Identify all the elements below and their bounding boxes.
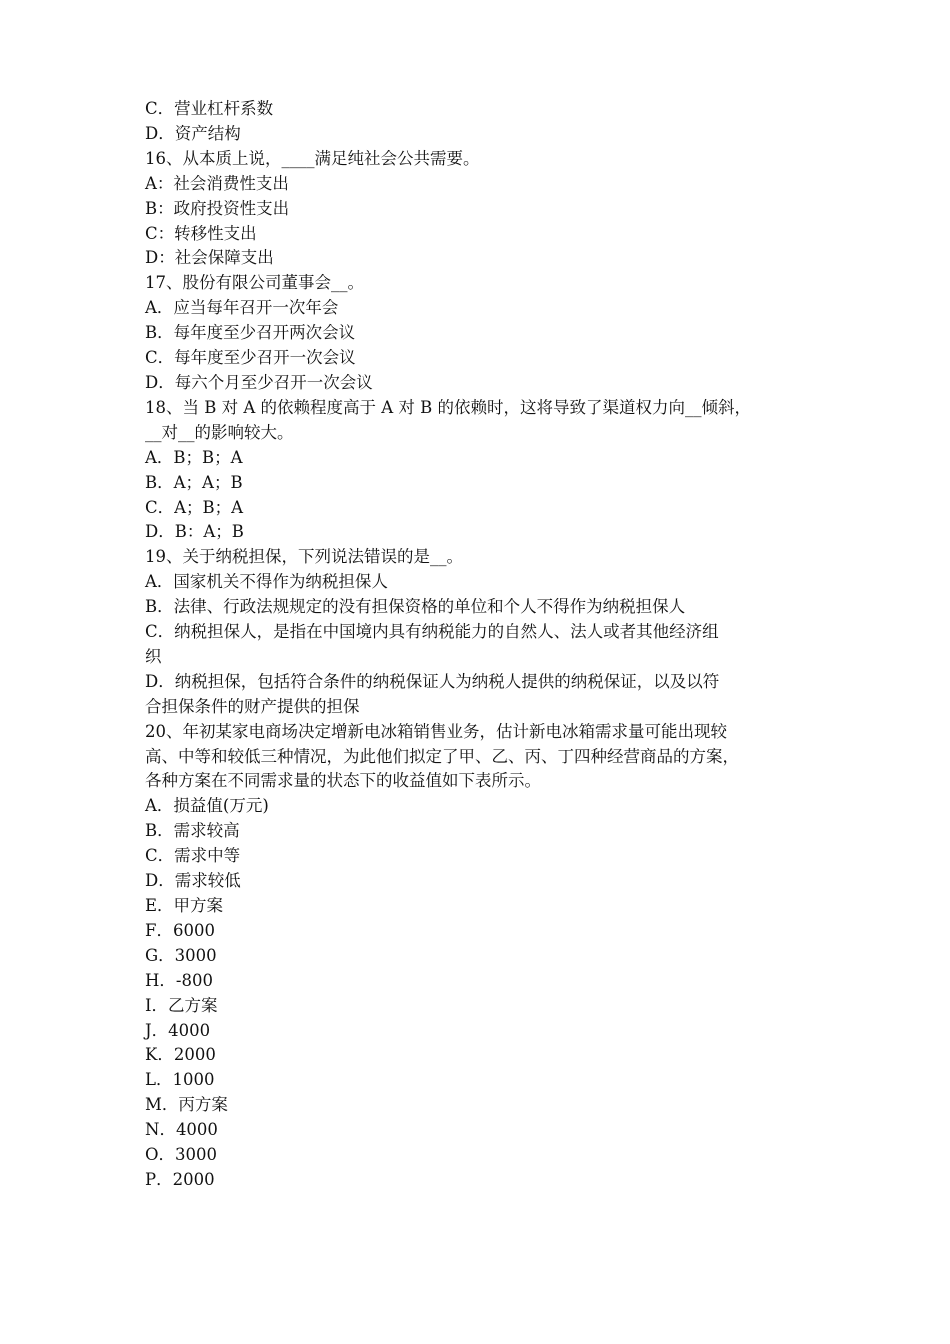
question-20-line-3: 各种方案在不同需求量的状态下的收益值如下表所示。 [145, 771, 541, 791]
question-20-line-2: 高、中等和较低三种情况，为此他们拟定了甲、乙、丙、丁四种经营商品的方案， [145, 746, 739, 766]
question-17: 17、股份有限公司董事会__。 [145, 273, 364, 293]
option-d-q15: D．资产结构 [145, 123, 241, 143]
option-i-q20: I．乙方案 [145, 995, 218, 1015]
question-19: 19、关于纳税担保，下列说法错误的是__。 [145, 547, 463, 567]
option-b-q20: B．需求较高 [145, 821, 240, 841]
option-m-q20: M．丙方案 [145, 1095, 228, 1115]
option-k-q20: K．2000 [145, 1045, 216, 1065]
option-c-q16: C：转移性支出 [145, 223, 257, 243]
option-b-q17: B．每年度至少召开两次会议 [145, 323, 356, 343]
option-c-q19-line-2: 织 [145, 646, 162, 666]
option-g-q20: G．3000 [145, 945, 217, 965]
option-f-q20: F．6000 [145, 920, 215, 940]
option-p-q20: P．2000 [145, 1169, 215, 1189]
option-l-q20: L．1000 [145, 1070, 215, 1090]
option-j-q20: J．4000 [145, 1020, 211, 1040]
option-c-q20: C．需求中等 [145, 846, 241, 866]
option-h-q20: H．-800 [145, 970, 213, 990]
option-d-q19-line-1: D．纳税担保，包括符合条件的纳税保证人为纳税人提供的纳税保证，以及以符 [145, 671, 720, 691]
option-b-q18: B．A；A；B [145, 472, 243, 492]
option-d-q19-line-2: 合担保条件的财产提供的担保 [145, 696, 360, 716]
option-c-q18: C．A；B；A [145, 497, 244, 517]
option-b-q16: B：政府投资性支出 [145, 198, 290, 218]
option-d-q18: D．B：A；B [145, 522, 244, 542]
option-n-q20: N．4000 [145, 1120, 218, 1140]
option-e-q20: E．甲方案 [145, 896, 224, 915]
document-page [145, 97, 815, 1193]
option-a-q16: A：社会消费性支出 [145, 173, 289, 193]
option-c-q17: C．每年度至少召开一次会议 [145, 348, 356, 368]
option-d-q16: D：社会保障支出 [145, 248, 274, 268]
option-a-q17: A．应当每年召开一次年会 [145, 298, 339, 318]
option-a-q18: A．B；B；A [145, 447, 243, 467]
option-d-q20: D．需求较低 [145, 871, 241, 891]
option-c-q19-line-1: C．纳税担保人，是指在中国境内具有纳税能力的自然人、法人或者其他经济组 [145, 622, 719, 642]
question-18-line-2: __对__的影响较大。 [145, 422, 294, 442]
question-20-line-1: 20、年初某家电商场决定增新电冰箱销售业务，估计新电冰箱需求量可能出现较 [145, 721, 727, 741]
option-b-q19: B．法律、行政法规规定的没有担保资格的单位和个人不得作为纳税担保人 [145, 597, 686, 617]
option-d-q17: D．每六个月至少召开一次会议 [145, 372, 373, 392]
option-o-q20: O．3000 [145, 1145, 218, 1165]
question-16: 16、从本质上说，____满足纯社会公共需要。 [145, 148, 480, 168]
option-a-q19: A．国家机关不得作为纳税担保人 [145, 572, 388, 592]
question-18-line-1: 18、当 B 对 A 的依赖程度高于 A 对 B 的依赖时，这将导致了渠道权力向__倾斜， [145, 397, 752, 417]
option-a-q20: A．损益值(万元) [145, 796, 269, 816]
option-c-q15: C．营业杠杆系数 [145, 99, 274, 118]
